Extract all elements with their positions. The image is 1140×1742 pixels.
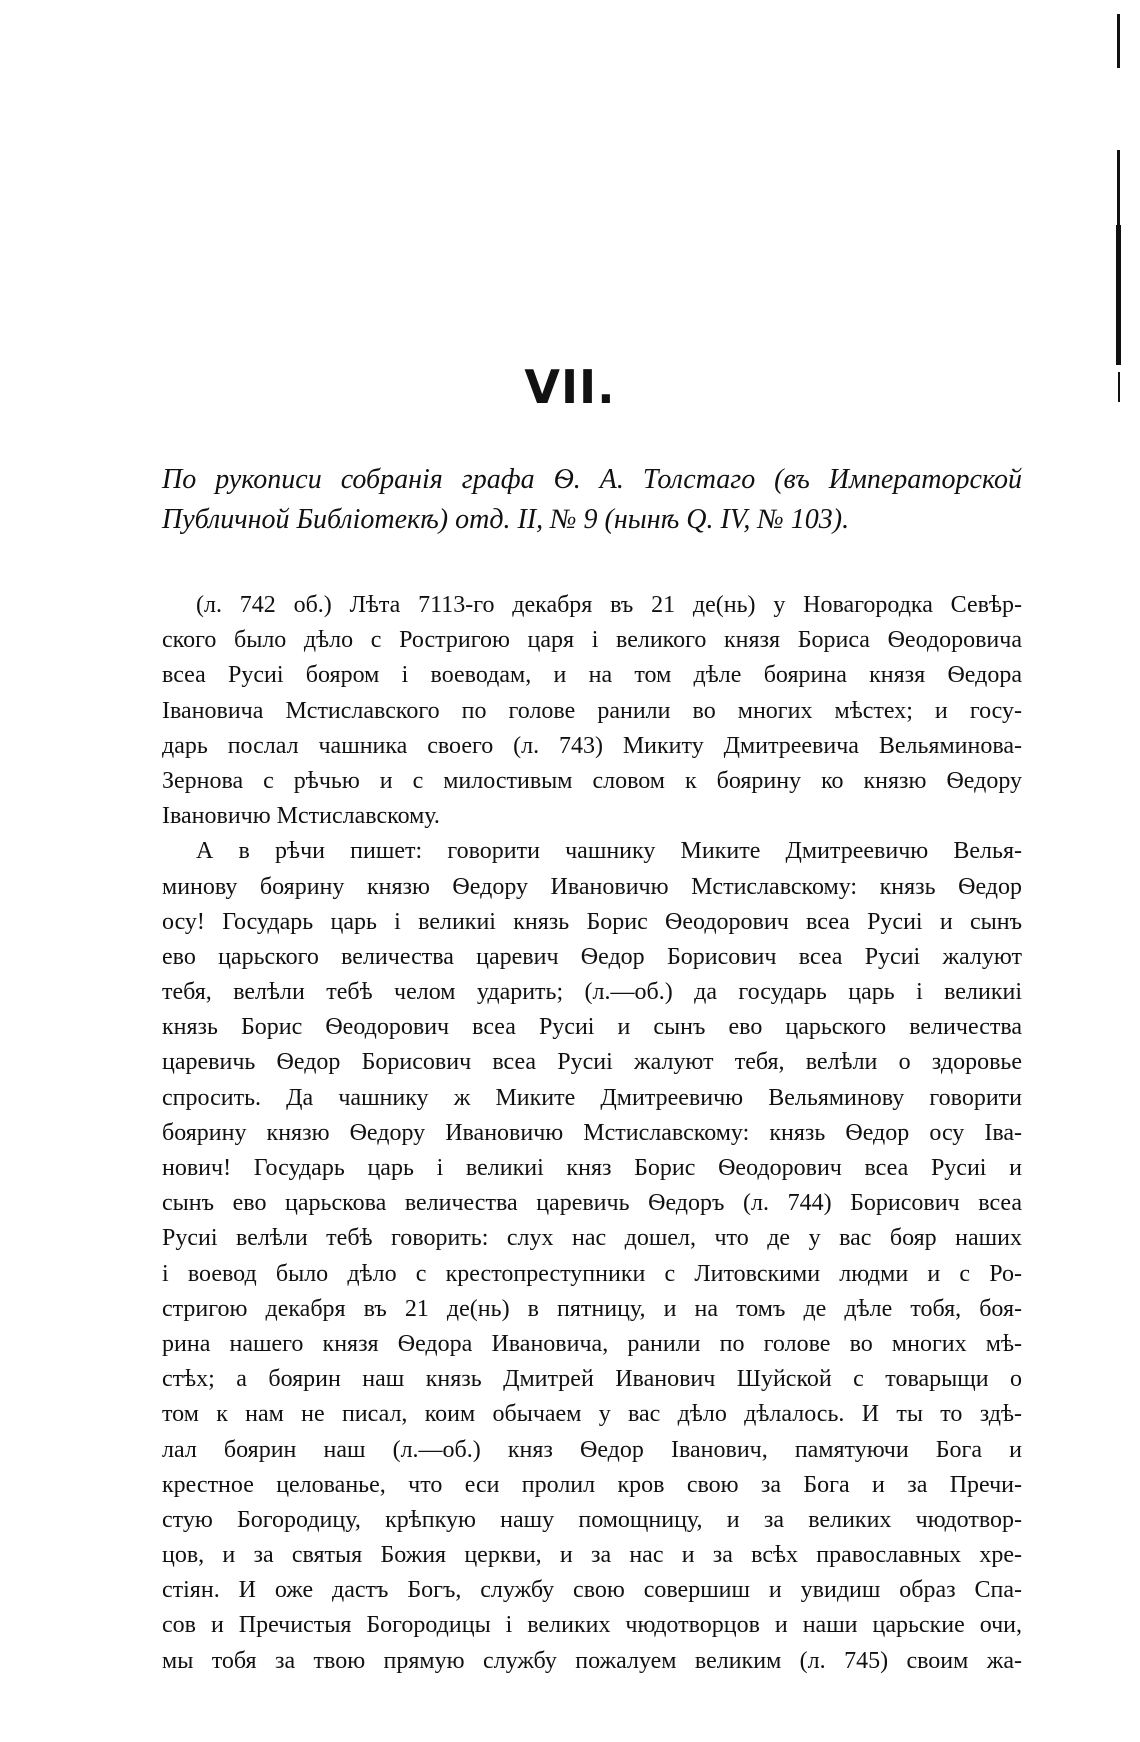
body-line: лал боярин наш (л.—об.) княз Ѳедор Іванович, памятуючи Бога и: [162, 1436, 1022, 1463]
body-line: і воевод было дѣло с крестопреступники с Литовскими людми и с Ро-: [162, 1260, 1022, 1287]
body-line: Зернова с рѣчью и с милостивым словом к боярину ко князю Ѳедору: [162, 767, 1022, 794]
body-line: Русиі велѣли тебѣ говорить: слух нас дошел, что де у вас бояр наших: [162, 1225, 1022, 1252]
body-line: спросить. Да чашнику ж Миките Дмитреевичю Вельяминову говорити: [162, 1084, 1022, 1111]
body-line: Івановича Мстиславского по голове ранили во многих мѣстех; и госу-: [162, 697, 1022, 724]
body-line: А в рѣчи пишет: говорити чашнику Миките Дмитреевичю Велья-: [196, 838, 1022, 865]
body-line: крестное целованье, что еси пролил кров свою за Бога и за Пречи-: [162, 1471, 1022, 1498]
body-line: ского было дѣло с Ростригою царя і великого князя Бориса Ѳеодоровича: [162, 627, 1022, 654]
scan-edge-mark: [1118, 372, 1120, 402]
body-line: Івановичю Мстиславскому.: [162, 803, 440, 830]
body-line: цов, и за святыя Божия церкви, и за нас и за всѣх православных хре-: [162, 1542, 1022, 1569]
body-line: минову боярину князю Ѳедору Ивановичю Мстиславскому: князь Ѳедор: [162, 873, 1022, 900]
scan-edge-mark: [1117, 150, 1120, 230]
body-line: рина нашего князя Ѳедора Ивановича, ранили по голове во многих мѣ-: [162, 1330, 1022, 1357]
body-line: царевичь Ѳедор Борисович всеа Русиі жалуют тебя, велѣли о здоровье: [162, 1049, 1022, 1076]
chapter-number: VII.: [524, 360, 616, 414]
body-line: осу! Государь царь і великиі князь Борис Ѳеодорович всеа Русиі и сынъ: [162, 908, 1022, 935]
body-line: тебя, велѣли тебѣ челом ударить; (л.—об.) да государь царь і великиі: [162, 979, 1022, 1006]
source-heading-line-1: По рукописи собранія графа Ѳ. А. Толстаго (въ Императорской: [162, 464, 1022, 495]
body-line: том к нам не писал, коим обычаем у вас дѣло дѣлалось. И ты то здѣ-: [162, 1401, 1022, 1428]
body-line: сов и Пречистыя Богородицы і великих чюдотворцов и наши царьские очи,: [162, 1612, 1022, 1639]
scan-edge-mark: [1116, 225, 1121, 365]
body-line: князь Борис Ѳеодорович всеа Русиі и сынъ ево царьского величества: [162, 1014, 1022, 1041]
body-line: дарь послал чашника своего (л. 743) Микиту Дмитреевича Вельяминова-: [162, 732, 1022, 759]
body-line: стую Богородицу, крѣпкую нашу помощницу, и за великих чюдотвор-: [162, 1506, 1022, 1533]
source-heading-line-2: Публичной Библіотекѣ) отд. II, № 9 (нынѣ Q. IV, № 103).: [162, 504, 850, 535]
body-line: ево царьского величества царевич Ѳедор Борисович всеа Русиі жалуют: [162, 943, 1022, 970]
body-line: всеа Русиі бояром і воеводам, и на том дѣле боярина князя Ѳедора: [162, 662, 1022, 689]
body-line: стѣх; а боярин наш князь Дмитрей Иванович Шуйской с товарыщи о: [162, 1366, 1022, 1393]
body-line: стіян. И оже дастъ Богъ, службу свою совершиш и увидиш образ Спа-: [162, 1577, 1022, 1604]
body-line: мы тобя за твою прямую службу пожалуем великим (л. 745) своим жа-: [162, 1647, 1022, 1674]
body-line: нович! Государь царь і великиі княз Борис Ѳеодорович всеа Русиі и: [162, 1155, 1022, 1181]
body-line: сынъ ево царьскова величества царевичь Ѳедоръ (л. 744) Борисович всеа: [162, 1190, 1022, 1217]
body-line: (л. 742 об.) Лѣта 7113-го декабря въ 21 де(нь) у Новагородка Севѣр-: [196, 592, 1022, 618]
source-heading: [162, 460, 1022, 540]
body-line: стригою декабря въ 21 де(нь) в пятницу, и на томъ де дѣле тобя, боя-: [162, 1295, 1022, 1322]
body-line: боярину князю Ѳедору Ивановичю Мстиславскому: князь Ѳедор осу Іва-: [162, 1119, 1022, 1146]
body-text: [162, 588, 1022, 1679]
scan-edge-mark: [1117, 14, 1120, 68]
